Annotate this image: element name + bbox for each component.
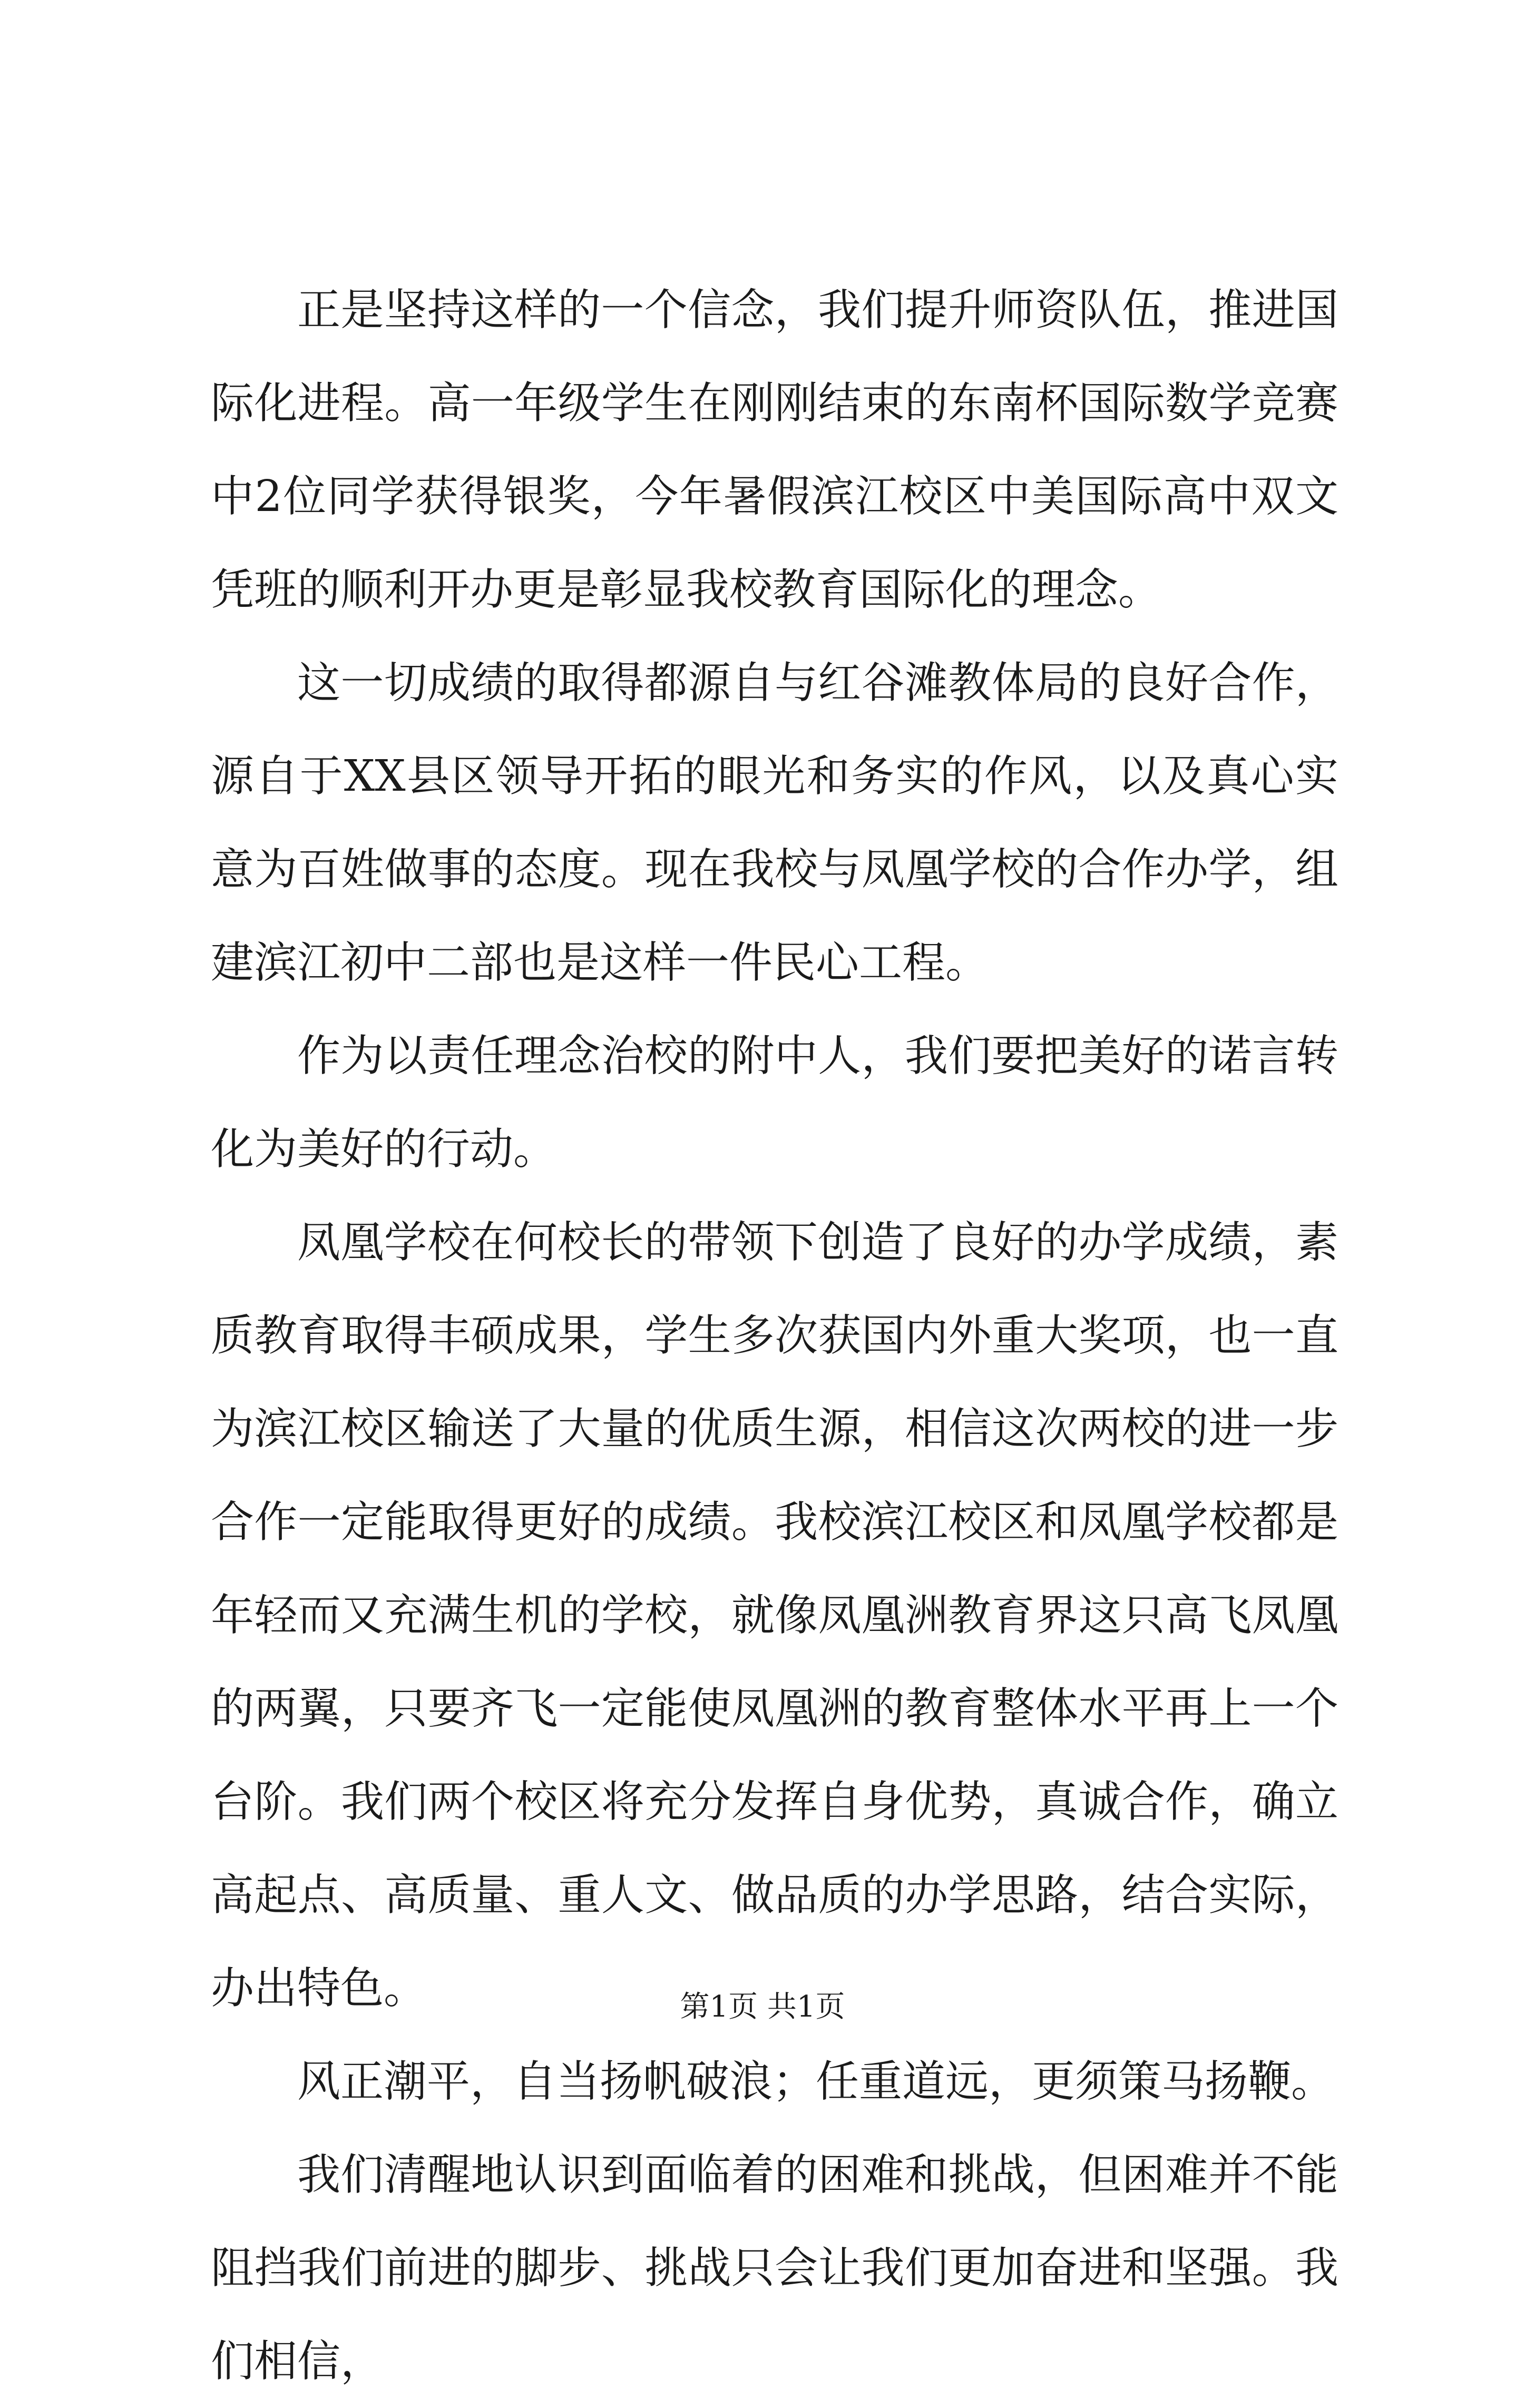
paragraph: 我们清醒地认识到面临着的困难和挑战，但困难并不能阻挡我们前进的脚步、挑战只会让我们更加奋进和坚强。我们相信，: [211, 2150, 1338, 2386]
page-number-label: 第1页 共1页: [680, 1990, 845, 2024]
page-footer: [0, 1986, 1525, 2028]
paragraph: 这一切成绩的取得都源自与红谷滩教体局的良好合作，源自于XX县区领导开拓的眼光和务实的作风，以及真心实意为百姓做事的态度。现在我校与凤凰学校的合作办学，组建滨江初中二部也是这样一件民心工程。: [211, 658, 1338, 988]
paragraph: 作为以责任理念治校的附中人，我们要把美好的诺言转化为美好的行动。: [211, 1031, 1338, 1174]
paragraph: 风正潮平，自当扬帆破浪；任重道远，更须策马扬鞭。: [297, 2057, 1335, 2107]
paragraph: 正是坚持这样的一个信念，我们提升师资队伍，推进国际化进程。高一年级学生在刚刚结束的东南杯国际数学竞赛中2位同学获得银奖，今年暑假滨江校区中美国际高中双文凭班的顺利开办更是彰显我校教育国际化的理念。: [211, 285, 1338, 615]
paragraph: 凤凰学校在何校长的带领下创造了良好的办学成绩，素质教育取得丰硕成果，学生多次获国内外重大奖项，也一直为滨江校区输送了大量的优质生源，相信这次两校的进一步合作一定能取得更好的成绩。我校滨江校区和凤凰学校都是年轻而又充满生机的学校，就像凤凰洲教育界这只高飞凤凰的两翼，只要齐飞一定能使凤凰洲的教育整体水平再上一个台阶。我们两个校区将充分发挥自身优势，真诚合作，确立高起点、高质量、重人文、做品质的办学思路，结合实际，办出特色。: [211, 1217, 1338, 2013]
document-body: [211, 263, 1338, 2408]
